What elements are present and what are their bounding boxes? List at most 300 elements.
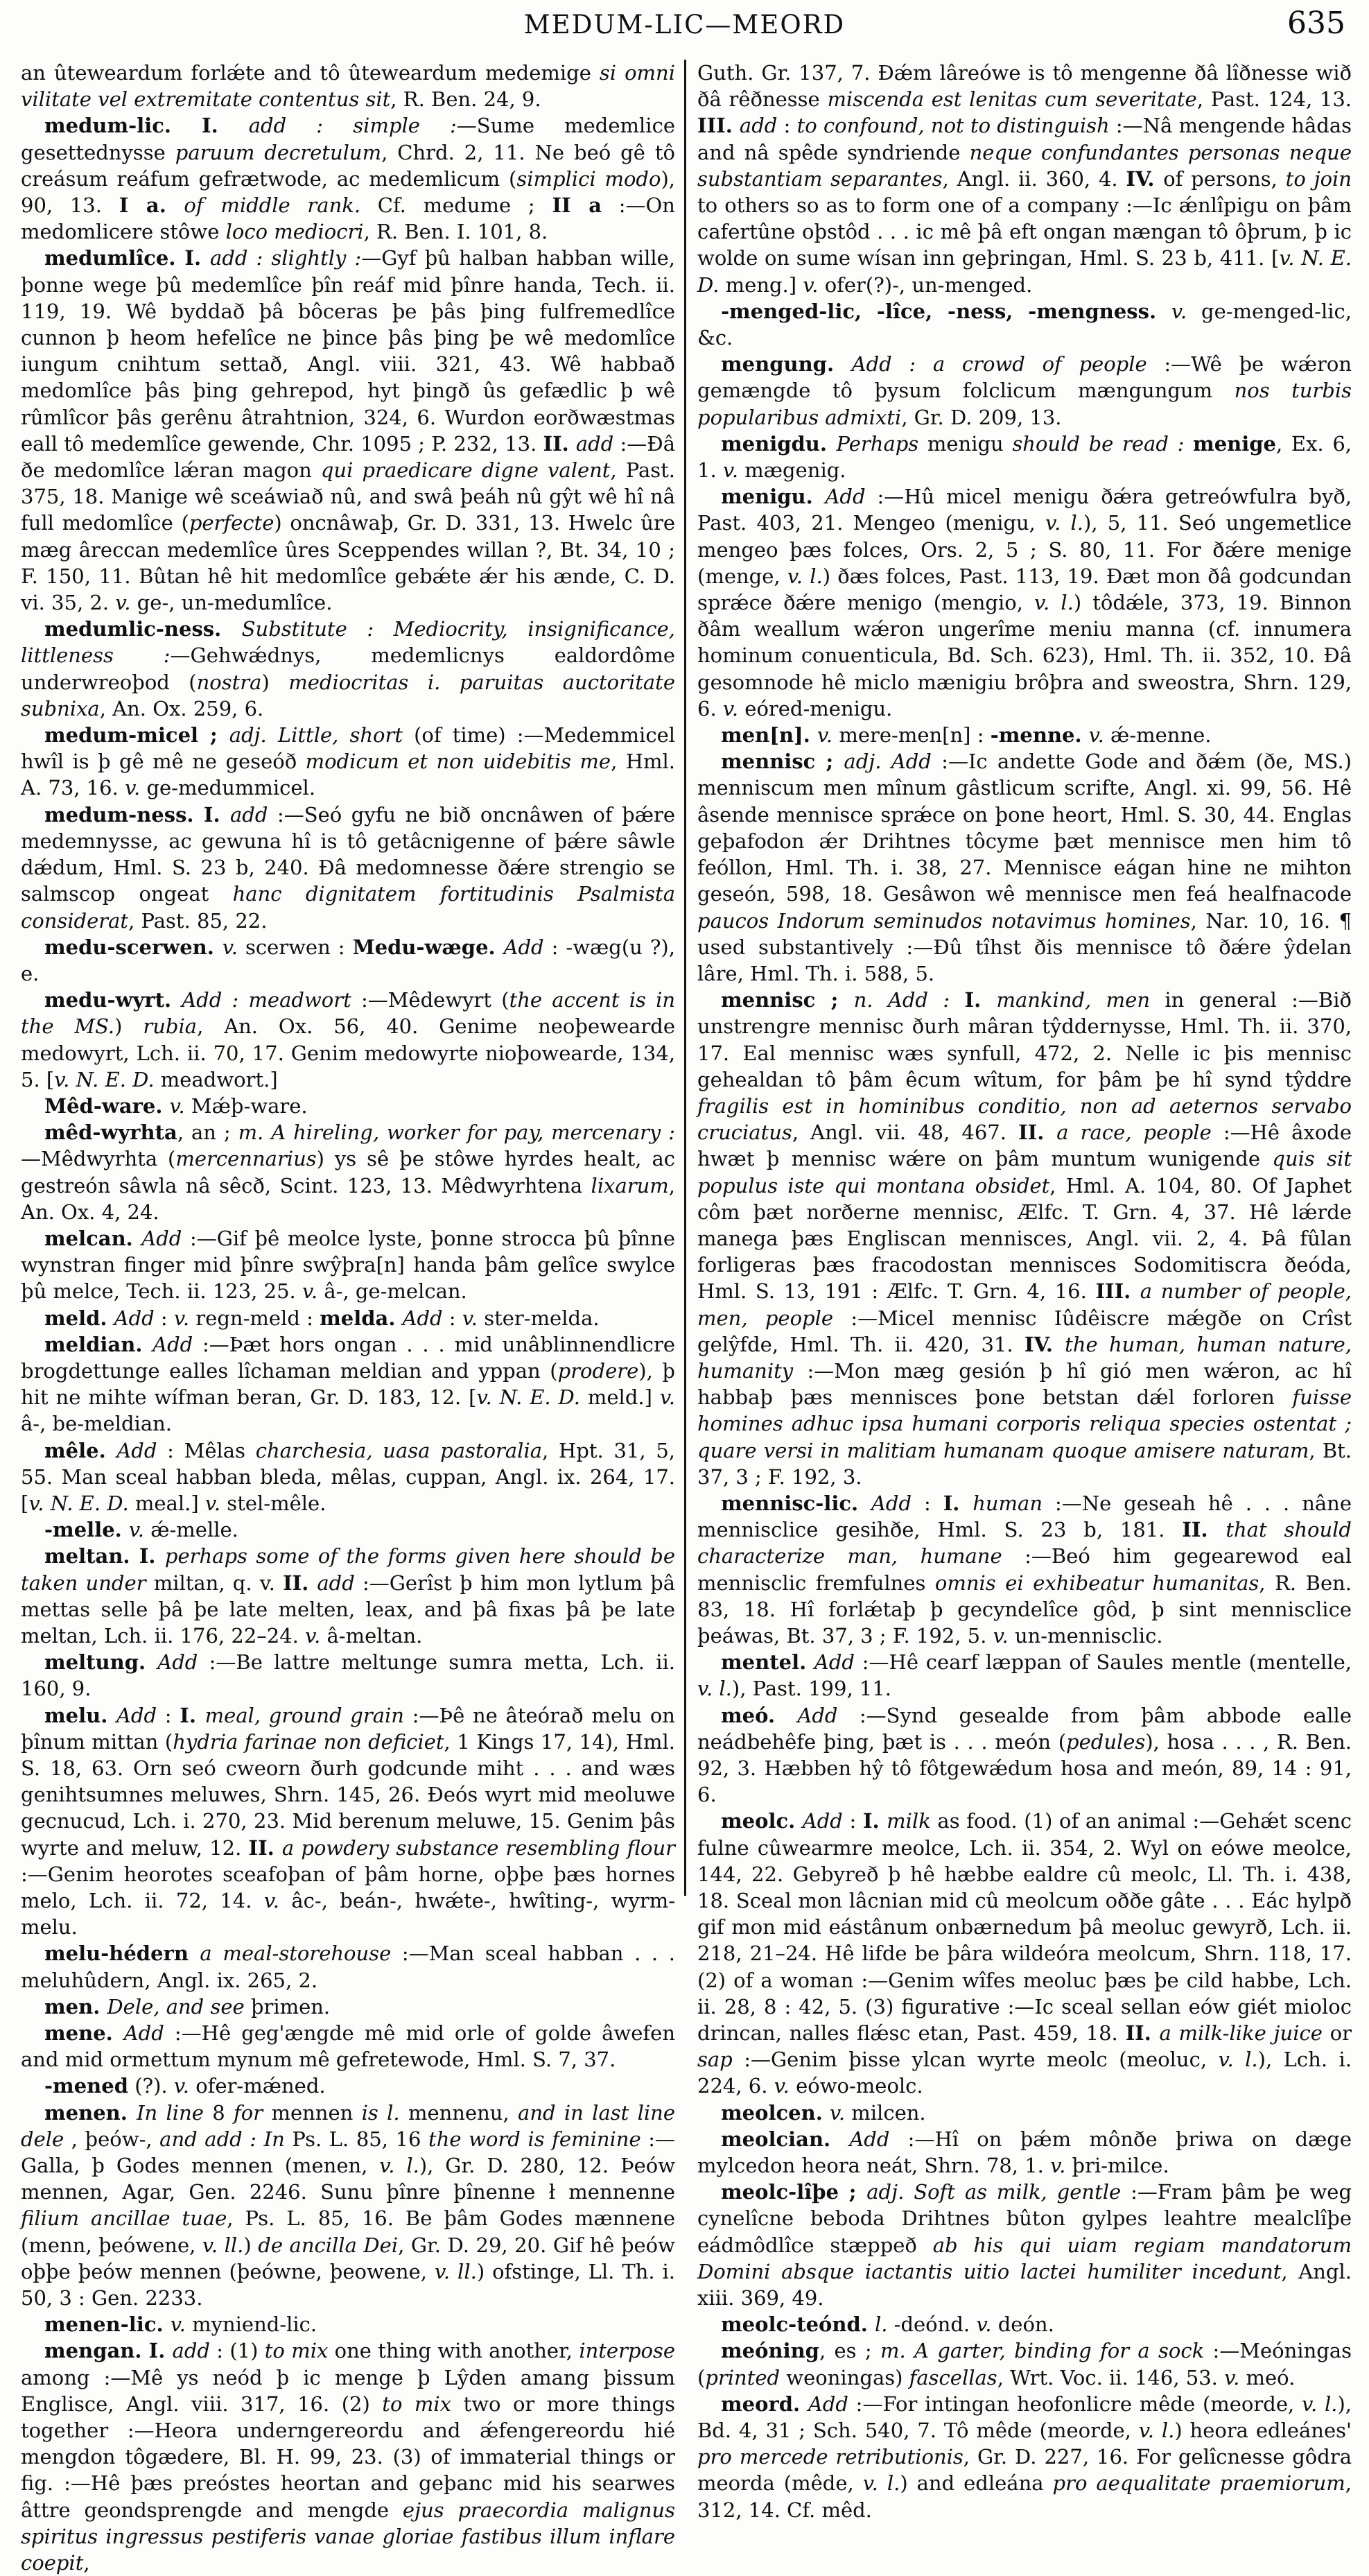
entry-text: :—Ic andette Gode and ðǽm (ðe, MS.) menniscum men mînum gâstlicum scrifte, Angl. xi. 99, 56. Hê âsende mennisce sprǽce on þone heort, Hml. S. 30, 44. Englas geþafodon ǽr Drihtnes tôcyme þæt mennisce men him tô feóllon, Hml. Th. i. 38, 27. Mennisce eágan hine ne mihton geseón, 598, 18. Gesâwon wê mennisce men feá healfnacode [697,750,1352,906]
entry-text: â-, ge-melcan. [317,1279,467,1304]
entry-gloss-italic: lixarum [591,1173,669,1198]
entry-text: menigu [918,431,1013,456]
entry-text: two or more things together :—Heora underngereordu and ǽfengereordu hié mengdon tôgædere, Bl. H. 99, 23. (3) of immaterial things or fig. :—Hê þæs preóstes heortan and geþanc mid his searwes âttre geondsprengde and mengde [21,2392,675,2522]
dictionary-entry [697,298,1352,351]
entry-text: ofer-mǽned. [189,2074,326,2098]
page-header-title: MEDUM-LIC—MEORD [523,10,846,40]
entry-gloss-italic: Add [152,1332,193,1356]
entry-text: meadwort.] [154,1067,278,1091]
entry-gloss-italic: perfecte [189,511,274,535]
entry-headword: Medu-wæge. [352,935,504,959]
entry-headword: meóning [721,2339,819,2363]
entry-text: : (1) [209,2339,265,2363]
entry-gloss-italic: pro aequalitate praemiorum [1052,2471,1345,2496]
entry-headword: I. [964,988,997,1012]
entry-headword: meld. [44,1306,114,1330]
entry-text: â-meltan. [320,1623,423,1648]
entry-text [950,988,964,1012]
entry-gloss-italic: v. l. [697,1677,732,1701]
dictionary-entry [697,722,1352,748]
entry-headword: -mened [44,2074,128,2098]
dictionary-entry [21,245,675,616]
entry-text: , Angl. xiii. 369, 49. [697,2259,1352,2310]
entry-gloss-italic: v. [817,723,833,747]
entry-gloss-italic: the word is feminine [428,2127,641,2151]
entry-gloss-italic: loco mediocri [225,220,364,244]
entry-gloss-italic: meal, ground grain [204,1703,404,1727]
entry-gloss-italic: Add [141,1226,182,1250]
entry-gloss-italic: that should characterize man, humane [697,1518,1352,1568]
entry-gloss-italic: v. [1050,2154,1066,2178]
dictionary-entry [697,351,1352,431]
entry-gloss-italic: filium ancillae tuae [21,2206,227,2231]
entry-text: un-mennisclic. [1008,1623,1163,1648]
entry-gloss-italic: v. [222,935,238,959]
entry-text: :—Þæt hors ongan . . . mid unâblinnendlicre brogdettunge ealles lîchaman meldian and yppan ( [21,1332,675,1383]
entry-gloss-italic: v. ll. [202,2233,244,2257]
dictionary-entry [21,934,675,987]
dictionary-entry [697,2179,1352,2311]
entry-text: as food. (1) of an animal :—Gehǽt scenc fulne cûwearmre meolce, Lch. ii. 354, 2. Wyl on eówe meolce, 144, 22. Gebyreð þ hê hæbbe ealdre cû meolc, Ll. Th. i. 438, 18. Sceal mon lâcnian mid cû meolcum oððe gâte . . . Eác hylpð gif mon mid eástânum onbærnedum þâ meoluc gewyrð, Lch. ii. 218, 21–24. Hê lifde be þâra wildeóra meolcum, Shrn. 118, 17. (2) of a woman :—Genim wîfes meoluc þæs þe cild habbe, Lch. ii. 28, 8 : 42, 5. (3) figurative :—Ic sceal sellan eów giét mioloc drincan, nalles flǽsc etan, Past. 459, 18. [697,1809,1352,2046]
entry-text: mennen [263,2100,362,2125]
entry-headword: mêd-wyrhta [44,1121,177,1145]
entry-text: ), Lch. i. 224, 6. [697,2048,1352,2098]
entry-text: , Nar. 10, 16. ¶ used substantively :—Đû tîhst ðis mennisce tô ðǽre ŷdelan lâre, Hml. Th. i. 588, 5. [697,908,1352,985]
entry-gloss-italic: add [575,431,614,456]
entry-text: , Ex. 6, 1. [697,431,1352,483]
entry-text: , Hml. A. 104, 80. Of Japhet côm þæt norðerne mennisc, Ælfc. T. Grn. 4, 37. Hê lǽrde manega þæs Engliscan mennisces, Angl. vii. 2, 4. Þâ fûlan forligeras þæs fracodostan mennisces Sodomitiscra ðeóda, Hml. S. 13, 191 : Ælfc. T. Grn. 4, 16. [697,1173,1352,1304]
entry-gloss-italic: simplici modo [516,166,661,191]
entry-text: Mǽþ-ware. [184,1093,308,1118]
dictionary-entry [697,483,1352,722]
entry-text: myniend-lic. [185,2313,317,2337]
entry-headword: mene. [44,2021,124,2046]
entry-gloss-italic: perhaps some of the forms given here should be taken under [21,1544,676,1595]
entry-text: ) ðæs folces, Past. 113, 19. Đæt mon ðâ godcundan sprǽce ðǽre menigo (mengio, [697,564,1352,615]
entry-gloss-italic: l. [874,2313,888,2337]
entry-gloss-italic: adj. Add [844,750,932,774]
entry-text: ǽ-melle. [144,1518,238,1542]
entry-headword: II. [283,1571,317,1595]
entry-text: meld.] [579,1385,660,1410]
entry-headword: medu-wyrt. [44,988,182,1012]
entry-text: , R. Ben. 24, 9. [390,87,541,112]
dictionary-entry [21,616,675,722]
entry-text: :—Beó him gegearewod eal mennisclic fremfulnes [697,1544,1352,1595]
entry-text: ster-melda. [477,1306,600,1330]
dictionary-entry [21,1702,675,1941]
entry-text: ) oncnâwaþ, Gr. D. 331, 13. Hwelc ûre mæg âreccan medemlîce ûres Sceppendes willan ?, Bt. 34, 10 ; F. 150, 11. Bûtan hê hit medomlîce gebǽte ǽr his ænde, C. D. vi. 35, 2. [21,511,675,615]
entry-gloss-italic: to join [1285,166,1352,191]
entry-text: meal.] [128,1491,205,1515]
entry-text: eówo-meolc. [789,2074,923,2098]
entry-gloss-italic: a milk-like juice [1159,2021,1323,2046]
entry-headword: I. [943,1491,973,1515]
entry-text: :—For intingan heofonlicre mêde (meorde, [848,2392,1302,2416]
dictionary-entry [21,1994,675,2020]
entry-headword: medum-micel ; [44,723,229,747]
entry-gloss-italic: for [234,2100,263,2125]
entry-gloss-italic: add [230,802,268,827]
entry-gloss-italic: to mix [382,2392,452,2416]
entry-gloss-italic: de ancilla Dei [258,2233,399,2257]
entry-gloss-italic: v. [263,1889,279,1913]
entry-gloss-italic: v. [125,776,141,800]
dictionary-entry [697,2337,1352,2390]
entry-gloss-italic: add [172,2339,210,2363]
entry-text [1184,432,1193,456]
dictionary-entry [21,2311,675,2337]
entry-text: :—Hê âxode hwæt þ mennisc wǽre on þâm muntum wunigende [697,1121,1352,1171]
entry-gloss-italic: the human, human nature, humanity [697,1332,1352,1383]
entry-text: ), þ hit ne mihte wífman beran, Gr. D. 183, 12. [ [21,1358,675,1410]
entry-text: â-, be-meldian. [21,1412,173,1436]
entry-text: :—On medomlicere stôwe [21,193,675,244]
entry-headword: I a. [119,193,184,218]
dictionary-entry [21,2100,675,2312]
entry-text: among :—Mê ys neód þ ic menge þ Lŷden amang þissum Englisce, Angl. viii. 317, 16. (2) [21,2365,675,2416]
entry-text: :—Fram þâm þe weg cynelîcne beboda Drihtnes bûton gylpes leahtre mealclîþe eádmôdlîce stæppeð [697,2180,1352,2257]
entry-gloss-italic: to confound, not to distinguish [796,114,1110,138]
entry-text: :—Mon mæg gesión þ hî gió men wǽron, ac hî habbaþ þæs mennisces þone betstan dǽl forloren [697,1358,1352,1410]
entry-gloss-italic: Add [116,1438,157,1462]
entry-headword: III. [1095,1279,1140,1304]
entry-text: :—Nâ mengende hâdas and nâ spêde syndriende [697,114,1352,164]
entry-headword: II a [552,193,602,218]
entry-gloss-italic: v. [659,1385,675,1410]
entry-gloss-italic: Add [503,935,544,959]
entry-gloss-italic: v. [204,1491,221,1515]
entry-gloss-italic: v. [803,273,819,297]
column-left [21,60,684,2576]
entry-headword: meolc-lîþe ; [721,2180,867,2204]
entry-gloss-italic: ab his qui uiam regiam mandatorum Domini absque iactantis uitio lactei humiliter incedunt [697,2233,1352,2283]
entry-gloss-italic: adj. Little, short [229,723,415,747]
entry-text: Cf. medume ; [377,193,552,218]
entry-text: , Angl. ii. 360, 4. [942,166,1126,191]
entry-text: one thing with another, [328,2339,579,2363]
entry-text: , Ps. L. 85, 16. Be þâm Godes mænnene (menn, þeówene, [21,2206,675,2257]
entry-text: (?). [128,2074,174,2098]
entry-text: weoningas) [780,2365,909,2389]
entry-gloss-italic: v. l. [1045,511,1083,535]
entry-gloss-italic: the accent is in the MS. [21,988,676,1039]
entry-text: : [154,1306,174,1330]
entry-gloss-italic: v. [173,1306,190,1330]
entry-text: ) [114,1014,143,1039]
entry-text: milcen. [845,2100,926,2125]
dictionary-entry [21,2020,675,2073]
entry-text: : [912,1491,943,1515]
entry-gloss-italic: v. l. [1302,2392,1338,2416]
entry-headword: melcan. [44,1226,142,1250]
entry-text: , Gr. D. 209, 13. [901,405,1062,429]
entry-headword: meolc-teónd. [721,2313,875,2337]
entry-text: : -wæg(u ?), e. [21,935,675,985]
dictionary-entry [697,1490,1352,1649]
entry-text: Ps. L. 85, 16 [284,2127,429,2151]
entry-gloss-italic: nos turbis popularibus admixti [697,379,1352,429]
entry-text: mægenig. [738,458,846,483]
dictionary-entry [21,1437,675,1517]
entry-gloss-italic: si omni vilitate vel extremitate contentus sit [21,61,675,112]
entry-gloss-italic: Add [116,1703,157,1727]
entry-text: :—Man sceal habban . . . meluhûdern, Angl. ix. 265, 2. [21,1942,675,1992]
entry-text: : Mêlas [157,1438,256,1462]
entry-continuation [21,60,675,112]
dictionary-entry [697,2391,1352,2523]
entry-text: :—Hê geg'ængde mê mid orle of golde âwefen and mid ormettum mynum mê gefretewode, Hml. S. 7, 37. [21,2021,675,2072]
entry-headword: II. [1182,1518,1226,1542]
entry-gloss-italic: v. [976,2313,992,2337]
entry-gloss-italic: Add [825,485,866,509]
entry-text: :—Hê cearf læppan of Saules mentle (mentelle, [854,1650,1352,1675]
entry-gloss-italic: fragilis est in hominibus conditio, non ad aeternos servabo cruciatus [697,1093,1352,1145]
entry-text: eóred-menigu. [738,696,893,720]
entry-text: þrimen. [250,1994,331,2019]
entry-gloss-italic: qui praedicare digne valent [320,458,611,483]
entry-headword: medumlic-ness. [44,617,242,641]
entry-gloss-italic: paruum decretulum [175,140,382,164]
entry-gloss-italic: v. N. E. D. [476,1385,580,1410]
entry-gloss-italic: rubia [143,1014,198,1039]
entry-headword: III. [697,114,740,138]
entry-gloss-italic: v. [128,1518,145,1542]
entry-gloss-italic: add : simple : [248,114,457,138]
entry-headword: meolcen. [721,2100,830,2125]
entry-gloss-italic: Add [814,1650,855,1675]
entry-text: —Gehwǽdnys, medemlicnys ealdordôme underwreoþod ( [21,643,676,694]
entry-text: âc-, beán-, hwǽte-, hwîting-, wyrm-melu. [21,1889,675,1939]
entry-gloss-italic: sap [697,2048,733,2072]
entry-gloss-italic: a meal-storehouse [200,1942,392,1966]
entry-gloss-italic: v. l. [787,564,823,588]
entry-gloss-italic: v. ll. [434,2259,477,2283]
entry-text: deón. [991,2313,1054,2337]
dictionary-entry [21,2073,675,2099]
entry-headword: II. [248,1835,282,1860]
entry-gloss-italic: Add : meadwort [182,988,351,1012]
entry-gloss-italic: pro mercede retributionis [697,2445,963,2469]
entry-gloss-italic: v. [1224,2365,1240,2389]
entry-text: stel-mêle. [220,1491,326,1515]
entry-text: :—Be lattre meltunge sumra metta, Lch. ii. 160, 9. [21,1650,675,1701]
entry-gloss-italic: and in last line dele [21,2100,675,2151]
entry-headword: medu-scerwen. [44,935,223,959]
entry-headword: menigu. [721,485,826,509]
entry-gloss-italic: printed [705,2365,781,2389]
entry-headword: meldian. [44,1332,153,1356]
entry-gloss-italic: Add [802,1809,843,1833]
entry-gloss-italic: a number of people, men, people [697,1279,1352,1330]
entry-text: ) ofstinge, Ll. Th. i. 50, 3 : Gen. 2233. [21,2259,676,2310]
entry-text: , R. Ben. I. 101, 8. [363,220,548,244]
entry-gloss-italic: v. [1171,299,1187,323]
entry-headword: I. [180,1703,205,1727]
entry-text: , Past. 124, 13. [1196,87,1352,112]
entry-headword: melu. [44,1703,116,1727]
entry-text: , Hml. A. 73, 16. [21,750,676,800]
entry-text: mennenu, [399,2100,518,2125]
entry-text: ) [243,2233,259,2257]
entry-text: —Gyf þû halban habban wille, þonne wege þû medemlîce þîn reáf mid þînre handa, Tech. ii. 119, 19. Wê byddað þâ bôceras þe þâs þing fulfremedlîce cunnon þ heom hefelîce ne þince þâs þing þe wê medomlîce iungum cnihtum settað, Angl. viii. 321, 43. Wê habbað medomlîce þâs þing gehrepod, hyt þingð ûs gefædlic þ wê rûmlîcor þâs gerênu âtrahtnion, 324, 6. Wurdon eorðwæstmas eall tô medemlîce gewende, Chr. 1095 ; P. 232, 13. [21,246,675,456]
entry-gloss-italic: v. [829,2100,846,2125]
entry-gloss-italic: v. [993,1623,1009,1648]
entry-text: an ûteweardum forlǽte and tô ûteweardum medemige [21,61,600,85]
entry-text: ) [261,670,289,694]
entry-gloss-italic: is l. [361,2100,400,2125]
entry-gloss-italic: human [973,1491,1043,1515]
dictionary-entry [21,802,675,934]
entry-text: , Chrd. 2, 11. Ne beó gê tô creásum reáfum gefrætwode, ac medemlicum ( [21,140,675,191]
entry-text: -deónd. [887,2313,977,2337]
entry-text: , An. Ox. 259, 6. [99,696,264,720]
entry-headword: medumlîce. I. [44,246,211,270]
entry-text: , Bt. 37, 3 ; F. 192, 3. [697,1438,1352,1489]
entry-gloss-italic: a race, people [1056,1121,1212,1145]
dictionary-entry [21,987,675,1093]
entry-headword: meolcian. [721,2127,850,2151]
entry-text: :—Seó gyfu ne bið oncnâwen of þǽre medemnysse, ac gewuna hî is tô getâcnigenne of þǽre sâwle dǽdum, Hml. S. 23 b, 240. Đâ medomnesse ðǽre strengio se salmscop ongeat [21,802,675,906]
entry-gloss-italic: nostra [196,670,262,694]
entry-gloss-italic: omnis ei exhibeatur humanitas [934,1571,1259,1595]
entry-text: , An. Ox. 4, 24. [21,1173,675,1224]
entry-gloss-italic: v. l. [1218,2048,1258,2072]
entry-gloss-italic: Dele, and see [107,1994,251,2019]
entry-text: ), hosa . . . , R. Ben. 92, 3. Hæbben hŷ tô fôtgewǽdum hosa and meón, 89, 14 : 91, 6. [697,1729,1352,1807]
entry-headword: I. [862,1809,887,1833]
entry-gloss-italic: Substitute : Mediocrity, insignificance, littleness : [21,617,676,668]
entry-headword: mennisc ; [721,988,854,1012]
entry-text: : [442,1306,462,1330]
entry-headword: melda. [320,1306,403,1330]
entry-gloss-italic: Add [114,1306,155,1330]
entry-text: :—Ne geseah hê . . . nâne mennisclice gesihðe, Hml. S. 23 b, 181. [697,1491,1352,1542]
entry-gloss-italic: interpose [579,2339,676,2363]
entry-headword: men[n]. [721,723,817,747]
entry-gloss-italic: paucos Indorum seminudos notavimus homines [697,908,1191,933]
dictionary-entry [21,1331,675,1437]
entry-gloss-italic: mercennarius [175,1147,317,1171]
entry-text: , An. Ox. 56, 40. Genime neoþewearde medowyrt, Lch. ii. 70, 17. Genim medowyrte nioþowearde, 134, 5. [ [21,1014,675,1091]
entry-text: ), Past. 199, 11. [731,1677,892,1701]
entry-headword: meltan. I. [44,1544,165,1568]
entry-text: ), 5, 11. Seó ungemetlice mengeo þæs folces, Ors. 2, 5 ; S. 80, 11. For ðǽre menige (menge, [697,511,1352,588]
entry-gloss-italic: v. l. [379,2154,419,2178]
entry-gloss-italic: n. Add : [853,988,950,1012]
entry-gloss-italic: adj. Soft as milk, gentle [866,2180,1122,2204]
entry-text: ǽ-menne. [1104,723,1212,747]
dictionary-entry [21,722,675,802]
entry-gloss-italic: ejus praecordia malignus spiritus ingressus pestiferis vanae gloriae fastibus illum inflare coepit [21,2498,675,2575]
dictionary-entry [697,2311,1352,2337]
entry-gloss-italic: Perhaps [836,431,919,456]
entry-text: ) tôdǽle, 373, 19. Binnon ðâm weallum wǽron ungerîme meniu manna (cf. innumera hominum conuenticula, Bd. Sch. 623), Hml. Th. ii. 352, 10. Đâ gesomnode hê miclo mænigiu brôþra and sweostra, Shrn. 129, 6. [697,591,1352,720]
entry-text: (of time) :—Medemmicel hwîl is þ gê mê ne geseóð [21,723,675,774]
entry-text: : [777,114,797,138]
dictionary-entry [697,2100,1352,2126]
entry-headword: menige [1193,431,1277,456]
entry-headword: mengan. I. [44,2339,173,2363]
entry-continuation [697,60,1352,298]
entry-gloss-italic: of middle rank. [184,193,378,218]
entry-headword: mentel. [721,1650,814,1675]
entry-gloss-italic: v. [115,591,131,615]
entry-gloss-italic: v. [302,1279,318,1304]
entry-text: þri-milce. [1065,2154,1169,2178]
entry-headword: -menne. [990,723,1089,747]
entry-text: :—Mêdewyrt ( [351,988,509,1012]
entry-text: meó. [1239,2365,1296,2389]
entry-text: :—Synd gesealde from þâm abbode ealle neádbehêfe þing, þæt is . . . meón ( [697,1703,1352,1754]
entry-text: ) and edleána [900,2471,1053,2496]
entry-gloss-italic: v. [169,1093,185,1118]
dictionary-entry [21,1543,675,1649]
entry-text: ) heora edleánes' [1174,2419,1352,2443]
entry-headword: II. [1018,1121,1057,1145]
entry-gloss-italic: v. [462,1306,478,1330]
dictionary-entry [21,2337,675,2576]
entry-text: scerwen : [237,935,353,959]
entry-headword: -menged-lic, -lîce, -ness, -mengness. [721,299,1171,323]
entry-text: ), 90, 13. [21,166,675,218]
entry-gloss-italic: Add [157,1650,198,1675]
entry-text: , Gr. D. 29, 20. Gif hê þeów oþþe þeów mennen (þeówne, þeowene, [21,2233,675,2283]
entry-headword: meolc. [721,1809,803,1833]
dictionary-entry [21,1119,675,1225]
dictionary-entry [697,987,1352,1490]
entry-text: in general :—Bið unstrengre mennisc ðurh mâran tŷddernysse, Hml. Th. ii. 370, 17. Eal mennisc wæs synfull, 472, 2. Nelle ic þis mennisc gehealdan tô þâm êcum wîtum, for þâm þe hî synd tŷddre [697,988,1352,1091]
entry-text: , Past. 85, 22. [128,908,268,933]
entry-gloss-italic: Add [402,1306,443,1330]
entry-gloss-italic: v. N. E. D. [54,1067,155,1091]
entry-headword: medum-ness. I. [44,802,230,827]
entry-headword: mennisc ; [721,750,844,774]
entry-text: , þeów-, [64,2127,160,2151]
entry-gloss-italic: charchesia, uasa pastoralia [255,1438,543,1462]
entry-headword: meltung. [44,1650,158,1675]
entry-gloss-italic: Add [123,2021,164,2046]
dictionary-entry [21,1093,675,1119]
entry-gloss-italic: mankind, men [996,988,1150,1012]
page-number: 635 [1287,6,1345,41]
entry-text: ge-menged-lic, &c. [697,299,1352,350]
entry-text: or [1322,2021,1352,2046]
entry-headword: -melle. [44,1518,129,1542]
entry-text: , es ; [819,2339,880,2363]
entry-gloss-italic: add [739,114,778,138]
entry-text: , 1 Kings 17, 14), Hml. S. 18, 63. Orn seó cweorn ðurh godcunde miht . . . and wæs genihtsumnes meluwes, Shrn. 145, 26. Đeós wyrt mid meoluwe gecnucud, Lch. i. 270, 23. Mid berenum meluwe, 15. Genim þâs wyrte and meluw, 12. [21,1729,675,1860]
entry-gloss-italic: milk [887,1809,931,1833]
entry-gloss-italic: pedules [1066,1729,1146,1754]
dictionary-entry [21,1305,675,1331]
entry-headword: IV. [1126,166,1164,191]
dictionary-entry [697,431,1352,483]
entry-text: , Angl. vii. 48, 467. [792,1121,1019,1145]
entry-gloss-italic: v. l. [862,2471,900,2496]
dictionary-entry [697,748,1352,987]
entry-gloss-italic: hanc dignitatem fortitudinis Psalmista considerat [21,882,675,933]
entry-headword: mêle. [44,1438,117,1462]
entry-gloss-italic: mediocritas i. paruitas auctoritate subnixa [21,670,675,720]
entry-text: :—Þê ne âteórað melu on þînum mittan ( [21,1703,675,1754]
entry-text: Guth. Gr. 137, 7. Đǽm lâreówe is tô mengenne ðâ lîðnesse wið ðâ rêðnesse [697,61,1352,112]
entry-text: ), Gr. D. 280, 12. Þeów mennen, Agar, Gen. 2246. Sunu þînre þînenne ł mennenne [21,2154,676,2204]
entry-text: ) ys sê þe stôwe hyrdes healt, ac gestreón sâwla nâ sêcð, Scint. 123, 13. Mêdwyrhtena [21,1147,675,1198]
entry-gloss-italic: fascellas [909,2365,997,2389]
entry-headword: men. [44,1994,107,2019]
entry-gloss-italic: v. [722,696,739,720]
